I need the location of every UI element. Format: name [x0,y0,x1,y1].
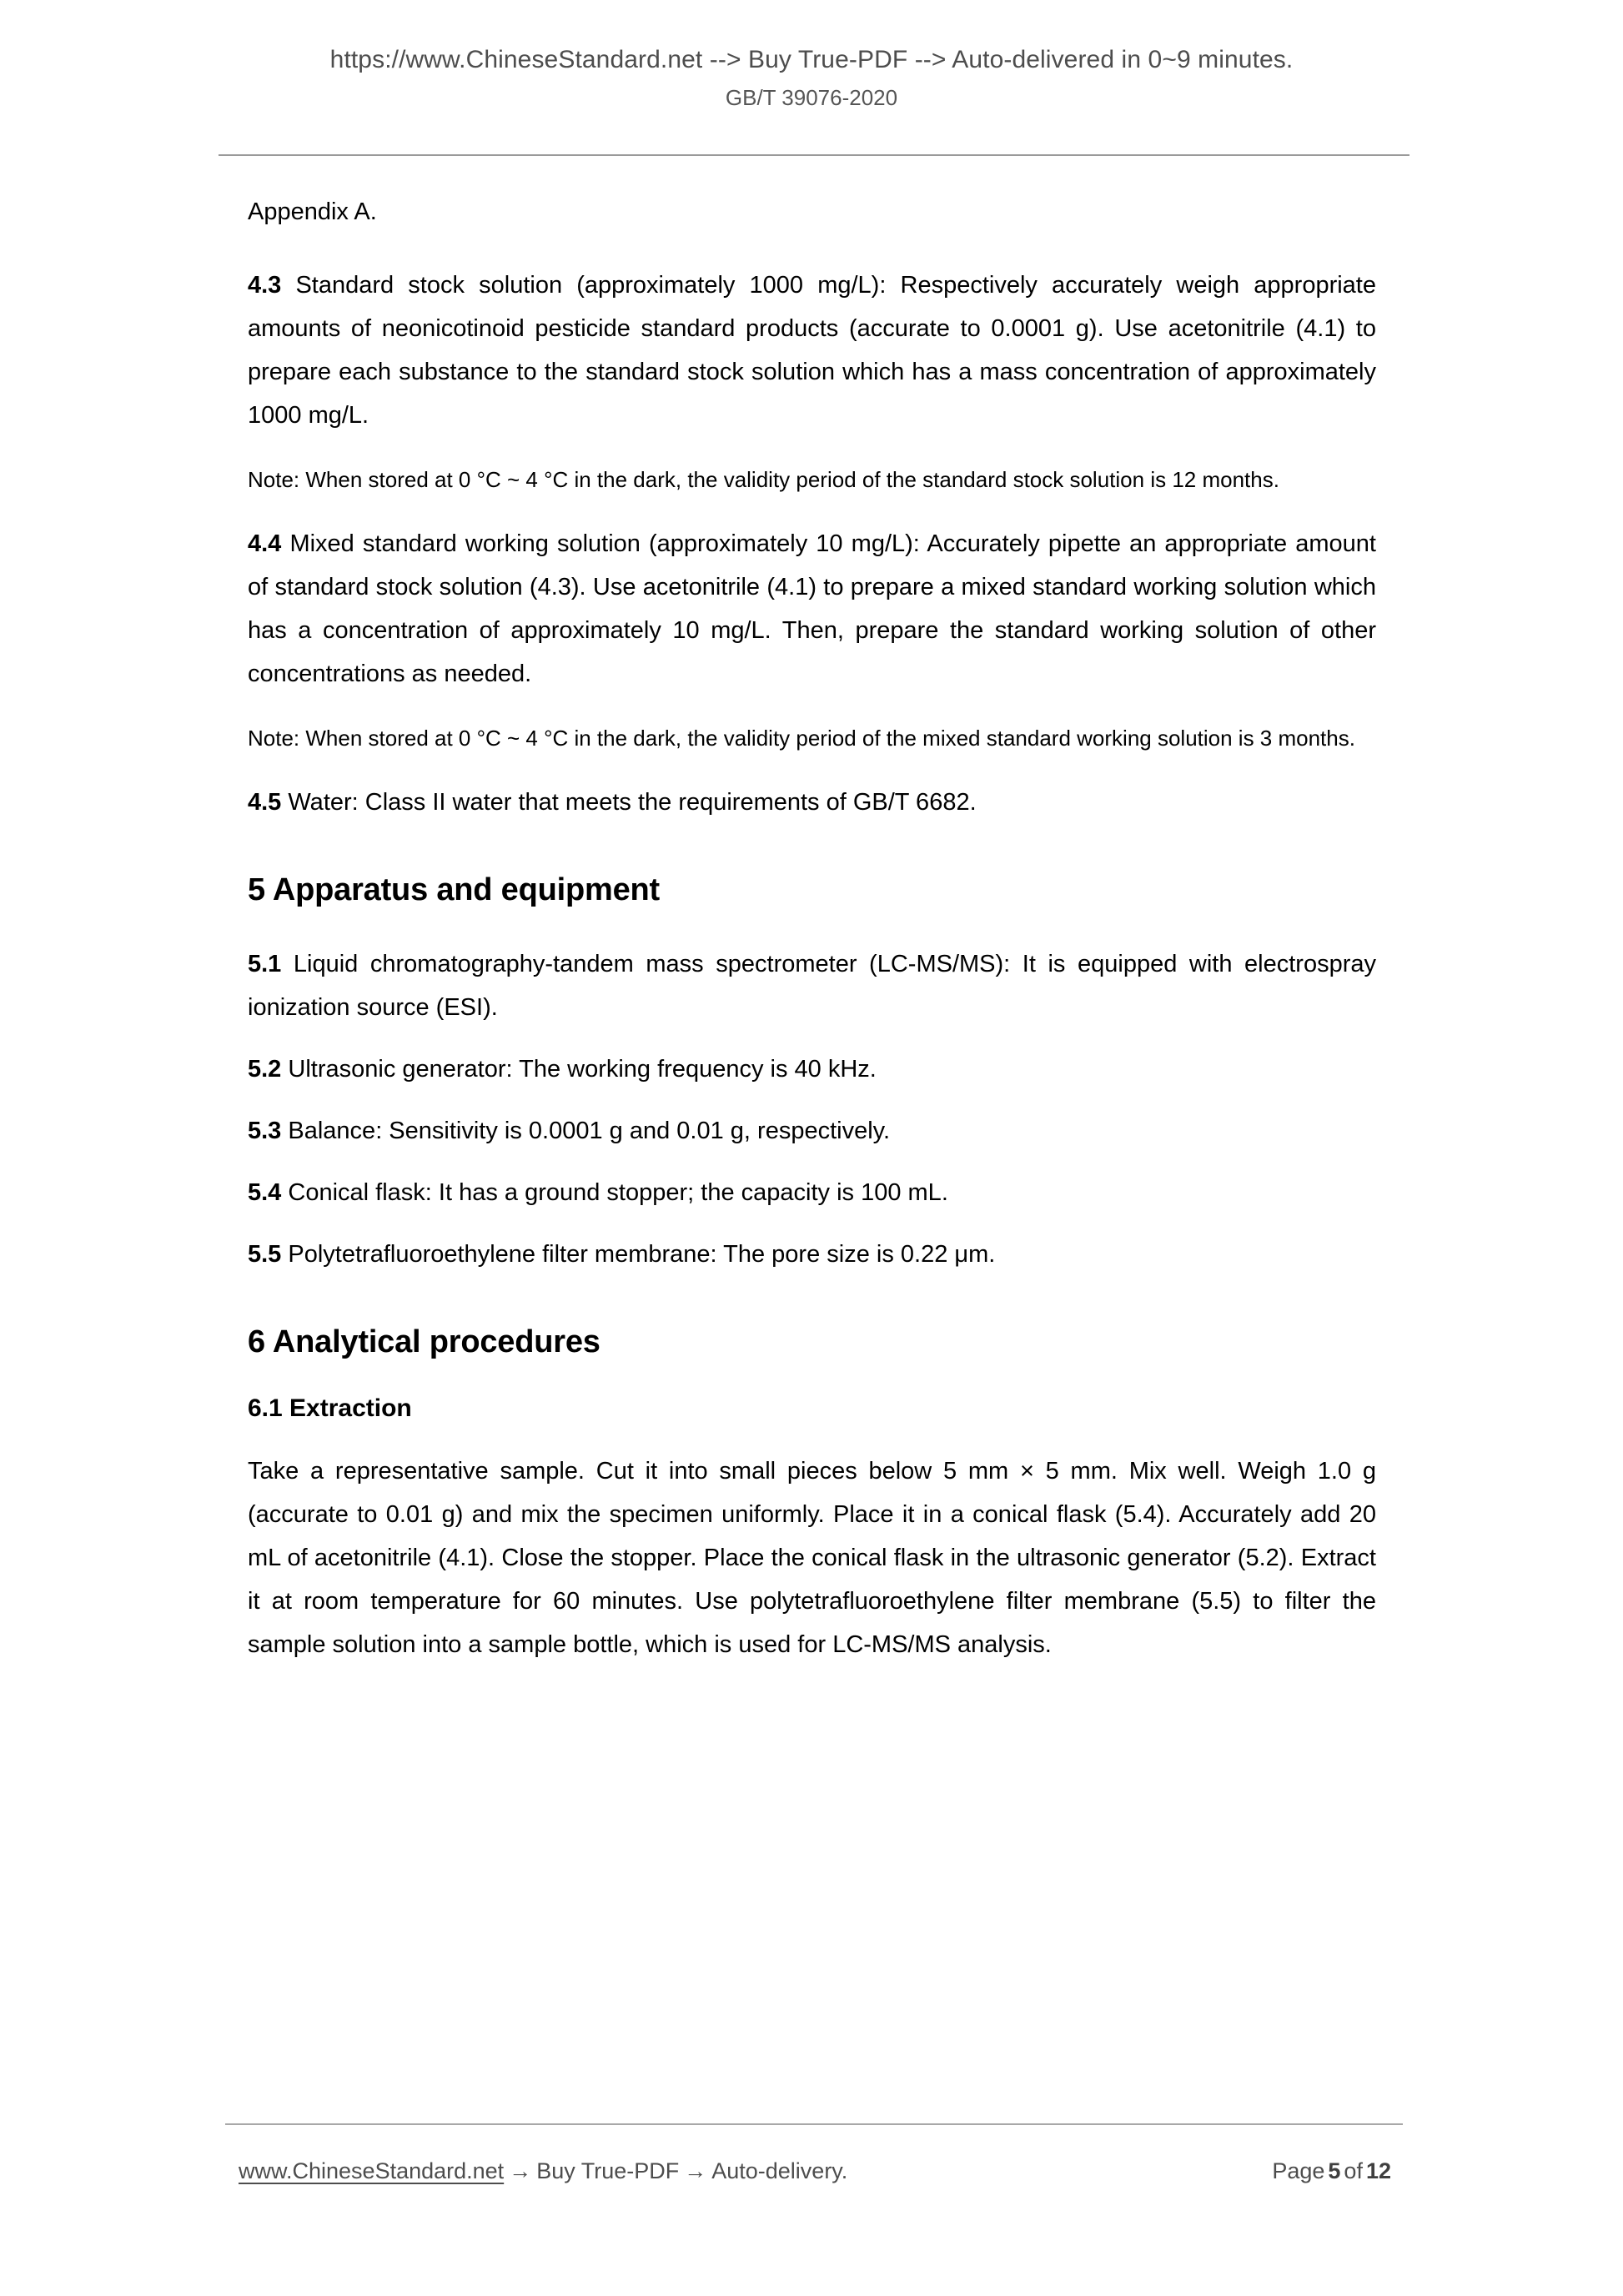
clause-4-5-text: Water: Class II water that meets the requirements of GB/T 6682. [288,789,977,816]
clause-4-3-text: Standard stock solution (approximately 1000 mg/L): Respectively accurately weigh appropriate amounts of neonicotinoid pesticide standard products (accurate to 0.0001 g). Use acetonitrile (4.1) to prepare each substance to the standard stock solution which has a mass concentration of approximately 1000 mg/L. [248,272,1376,429]
spacer [248,696,1376,717]
clause-4-3-number: 4.3 [248,272,282,299]
spacer [248,1029,1376,1048]
page-label: Page [1272,2158,1325,2183]
clause-4-3 [248,264,1376,437]
page-footer [225,2150,1403,2192]
clause-5-4 [248,1171,1376,1214]
page-header [0,43,1623,112]
arrow-right-icon-2: → [684,2158,707,2183]
section-heading-5: 5 Apparatus and equipment [248,872,660,907]
spacer [248,437,1376,459]
clause-5-5 [248,1233,1376,1276]
footer-tail-text: Auto-delivery. [711,2158,848,2183]
spacer [248,1091,1376,1109]
footer-promo [239,2150,847,2192]
clause-5-2 [248,1048,1376,1091]
document-body [248,190,1376,1666]
spacer [248,824,1376,871]
arrow-right-icon: → [509,2158,532,2183]
clause-5-3-number: 5.3 [248,1118,282,1144]
clause-4-4 [248,522,1376,696]
page-total: 12 [1365,2158,1391,2183]
clause-5-4-number: 5.4 [248,1179,282,1206]
header-standard-number: GB/T 39076-2020 [725,85,898,110]
spacer [248,759,1376,781]
note-mixed-standard-working-solution: Note: When stored at 0 °C ~ 4 °C in the dark, the validity period of the mixed standard working solution is 3 months. [248,726,1355,751]
spacer [248,909,1376,942]
clause-5-2-text: Ultrasonic generator: The working frequency is 40 kHz. [288,1056,877,1083]
clause-5-1-text: Liquid chromatography-tandem mass spectrometer (LC-MS/MS): It is equipped with electrospray ionization source (ESI). [248,951,1376,1021]
spacer [248,1276,1376,1323]
header-divider [219,154,1409,156]
footer-website-link[interactable]: www.ChineseStandard.net [239,2158,505,2183]
subsection-heading-6-1: 6.1 Extraction [248,1394,412,1422]
spacer [248,1424,1376,1449]
spacer [248,234,1376,264]
spacer [248,1361,1376,1393]
clause-5-3-text: Balance: Sensitivity is 0.0001 g and 0.01 g, respectively. [288,1118,891,1144]
appendix-reference-line: Appendix A. [248,198,377,225]
clause-5-1 [248,942,1376,1029]
clause-4-4-number: 4.4 [248,530,282,557]
clause-5-3 [248,1109,1376,1153]
clause-6-1-body: Take a representative sample. Cut it into small pieces below 5 mm × 5 mm. Mix well. Weigh 1.0 g (accurate to 0.01 g) and mix the specimen uniformly. Place it in a conical flask (5.4). Accurately add 20 mL of acetonitrile (4.1). Close the stopper. Place the conical flask in the ultrasonic generator (5.2). Extract it at room temperature for 60 minutes. Use polytetrafluoroethylene filter membrane (5.5) to filter the sample solution into a sample bottle, which is used for LC-MS/MS analysis. [248,1458,1376,1658]
section-heading-6: 6 Analytical procedures [248,1324,600,1359]
spacer [248,1153,1376,1171]
clause-5-4-text: Conical flask: It has a ground stopper; the capacity is 100 mL. [288,1179,948,1206]
header-promo-text: https://www.ChineseStandard.net --> Buy True-PDF --> Auto-delivered in 0~9 minutes. [329,46,1294,73]
footer-divider [225,2123,1403,2125]
clause-5-5-number: 5.5 [248,1241,282,1268]
page-indicator [1272,2150,1394,2192]
spacer [248,500,1376,522]
spacer [248,1214,1376,1233]
clause-4-5-number: 4.5 [248,789,282,816]
of-label: of [1344,2158,1363,2183]
clause-5-1-number: 5.1 [248,951,282,977]
clause-5-2-number: 5.2 [248,1056,282,1083]
clause-5-5-text: Polytetrafluoroethylene filter membrane: The pore size is 0.22 μm. [288,1241,996,1268]
footer-middle-text: Buy True-PDF [536,2158,680,2183]
note-standard-stock-solution: Note: When stored at 0 °C ~ 4 °C in the dark, the validity period of the standard stock solution is 12 months. [248,467,1279,492]
clause-4-4-text: Mixed standard working solution (approximately 10 mg/L): Accurately pipette an appropriate amount of standard stock solution (4.3). Use acetonitrile (4.1) to prepare a mixed standard working solution which has a concentration of approximately 10 mg/L. Then, prepare the standard working solution of other concentrations as needed. [248,530,1376,687]
page-number: 5 [1328,2158,1341,2183]
clause-4-5 [248,781,1376,824]
